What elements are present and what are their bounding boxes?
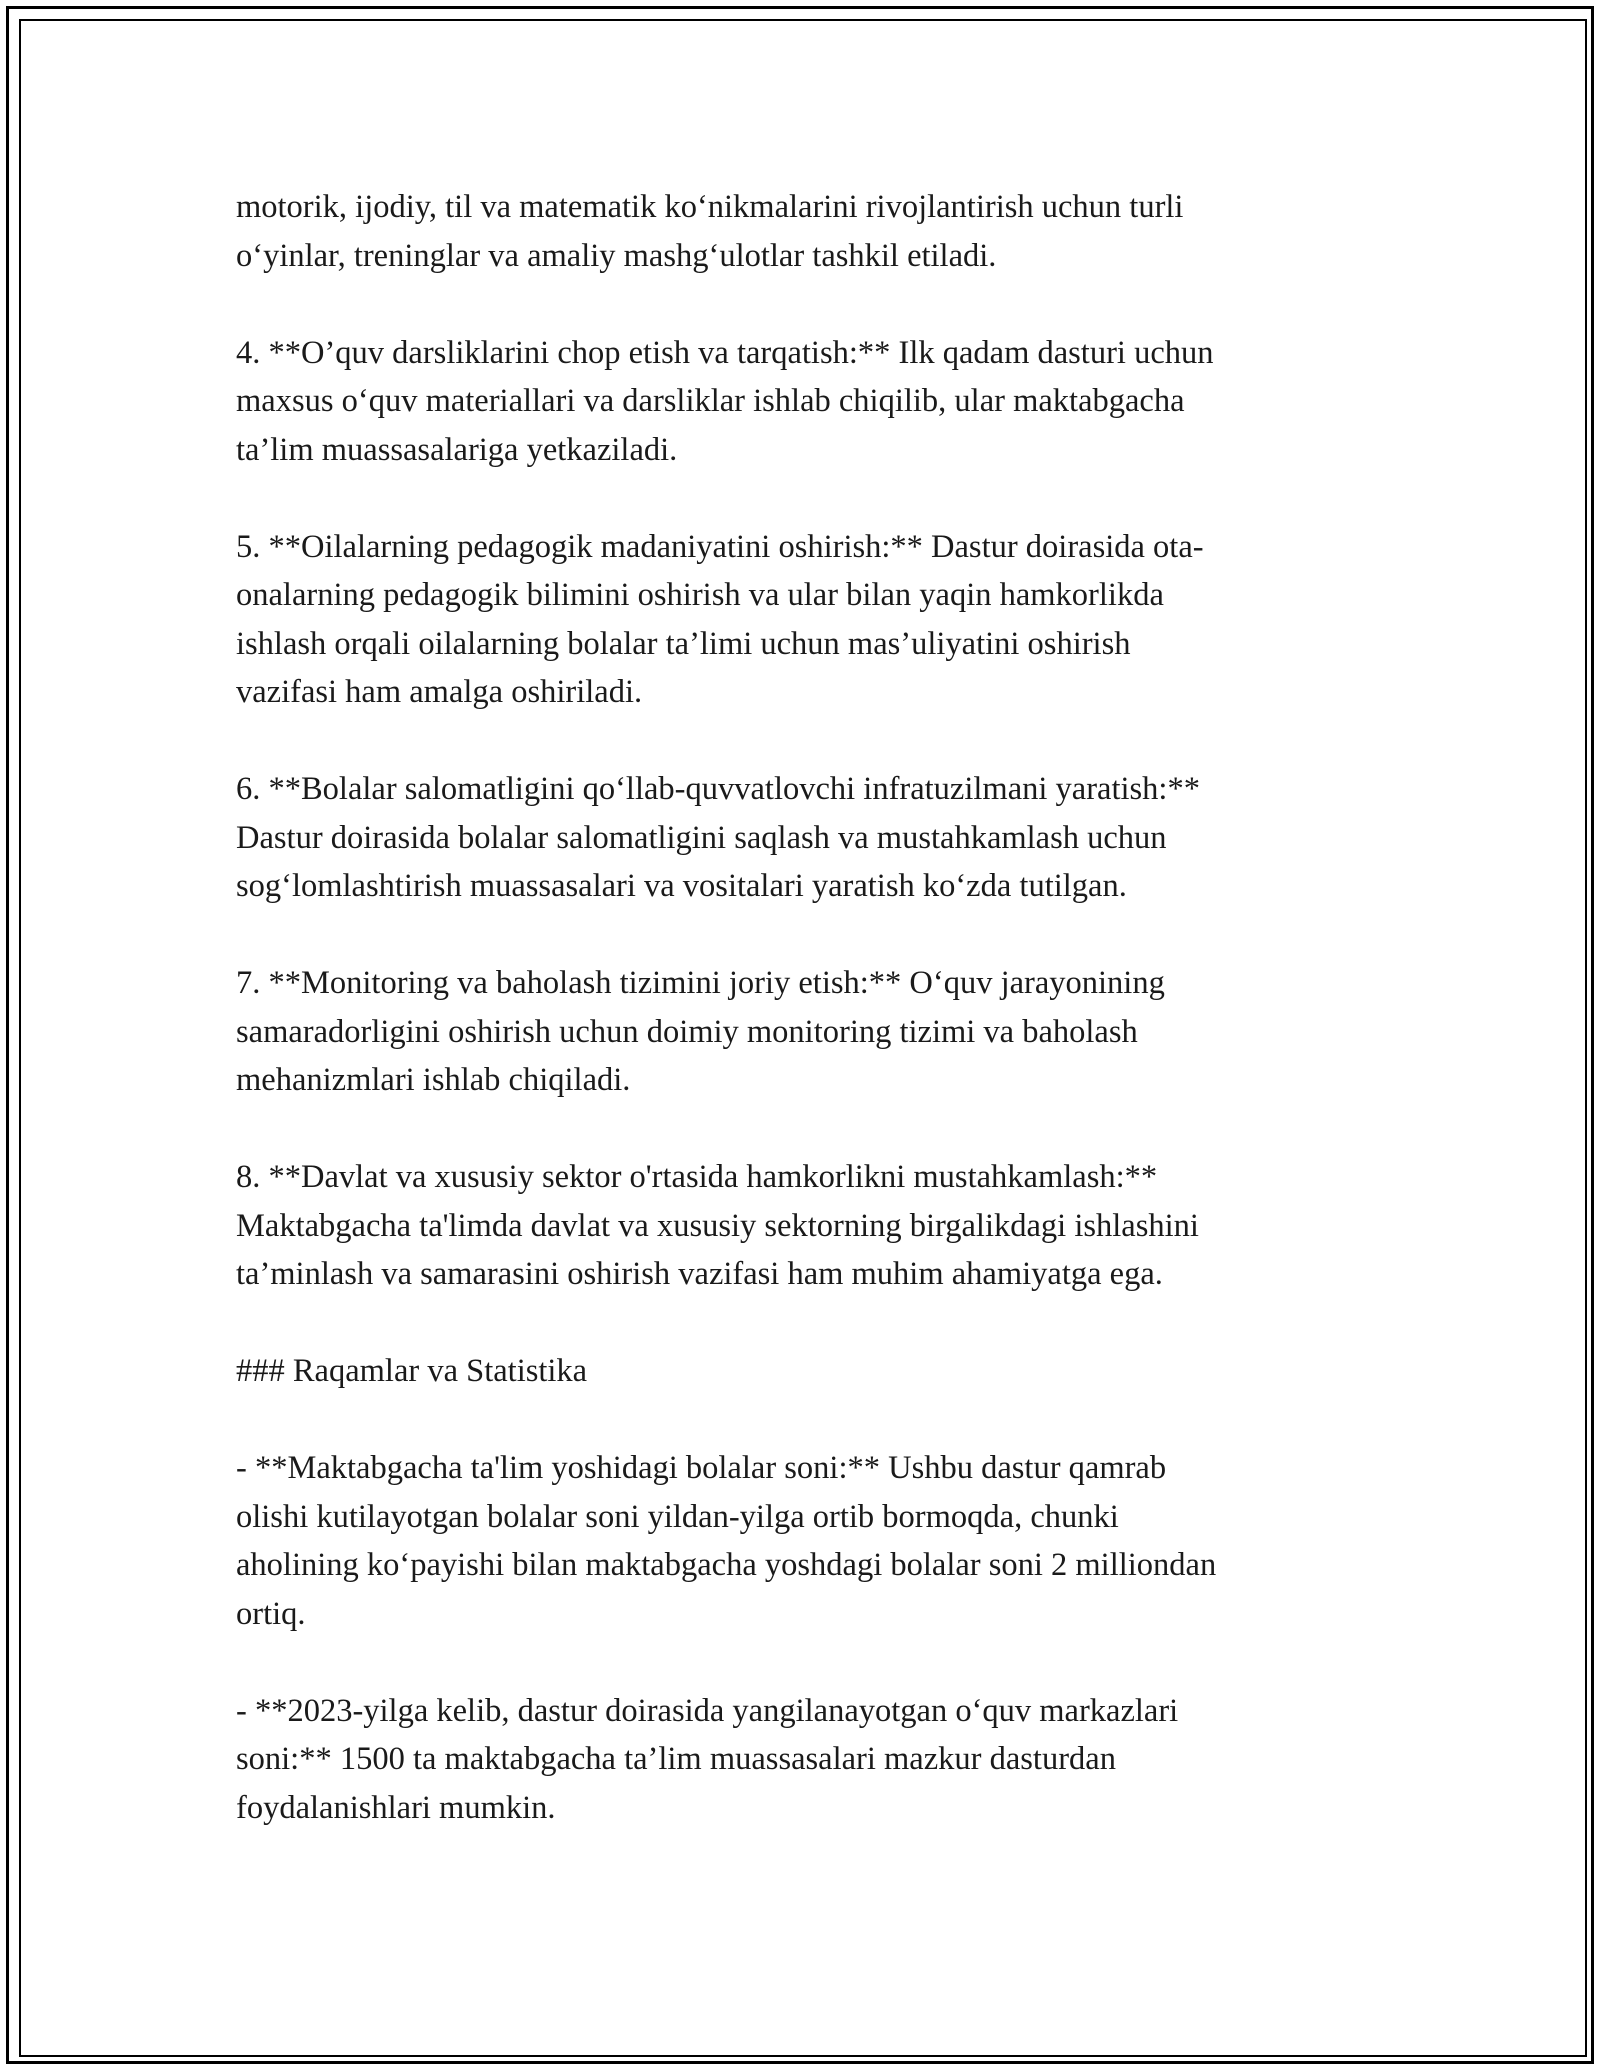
bullet-children-count: - **Maktabgacha ta'lim yoshidagi bolalar soni:** Ushbu dastur qamrab olishi kutilayotgan bolalar soni yildan-yilga ortib bormoqda, chunki aholining ko‘payishi bilan maktabgacha yoshdagi bolalar soni 2 milliondan ortiq.: [236, 1450, 1217, 1632]
section-heading: ### Raqamlar va Statistika: [236, 1353, 588, 1389]
bullet-centers-count: - **2023-yilga kelib, dastur doirasida yangilanayotgan o‘quv markazlari soni:** 1500 ta maktabgacha ta’lim muassasalari mazkur dasturdan foydalanishlari mumkin.: [236, 1692, 1179, 1826]
paragraph-continuation: motorik, ijodiy, til va matematik ko‘nikmalarini rivojlantirish uchun turli o‘yinlar, treninglar va amaliy mashg‘ulotlar tashkil etiladi.: [236, 189, 1184, 274]
paragraph-item-8: 8. **Davlat va xususiy sektor o'rtasida hamkorlikni mustahkamlash:** Maktabgacha ta'limda davlat va xususiy sektorning birgalikdagi ishlashini ta’minlash va samarasini oshirish vazifasi ham muhim ahamiyatga ega.: [236, 1159, 1199, 1292]
paragraph-item-4: 4. **O’quv darsliklarini chop etish va tarqatish:** Ilk qadam dasturi uchun maxsus o‘quv materiallari va darsliklar ishlab chiqilib, ular maktabgacha ta’lim muassasalariga yetkaziladi.: [236, 334, 1214, 468]
paragraph-item-6: 6. **Bolalar salomatligini qo‘llab-quvvatlovchi infratuzilmani yaratish:** Dastur doirasida bolalar salomatligini saqlash va mustahkamlash uchun sog‘lomlashtirish muassasalari va vositalari yaratish ko‘zda tutilgan.: [236, 771, 1200, 904]
paragraph-item-7: 7. **Monitoring va baholash tizimini joriy etish:** O‘quv jarayonining samaradorligini oshirish uchun doimiy monitoring tizimi va baholash mehanizmlari ishlab chiqiladi.: [236, 965, 1165, 1098]
paragraph-item-5: 5. **Oilalarning pedagogik madaniyatini oshirish:** Dastur doirasida ota- onalarning pedagogik bilimini oshirish va ular bilan yaqin hamkorlikda ishlash orqali oilalarning bolalar ta’limi uchun mas’uliyatini oshirish vazifasi ham amalga oshiriladi.: [236, 528, 1204, 710]
document-body: [236, 183, 1354, 1881]
